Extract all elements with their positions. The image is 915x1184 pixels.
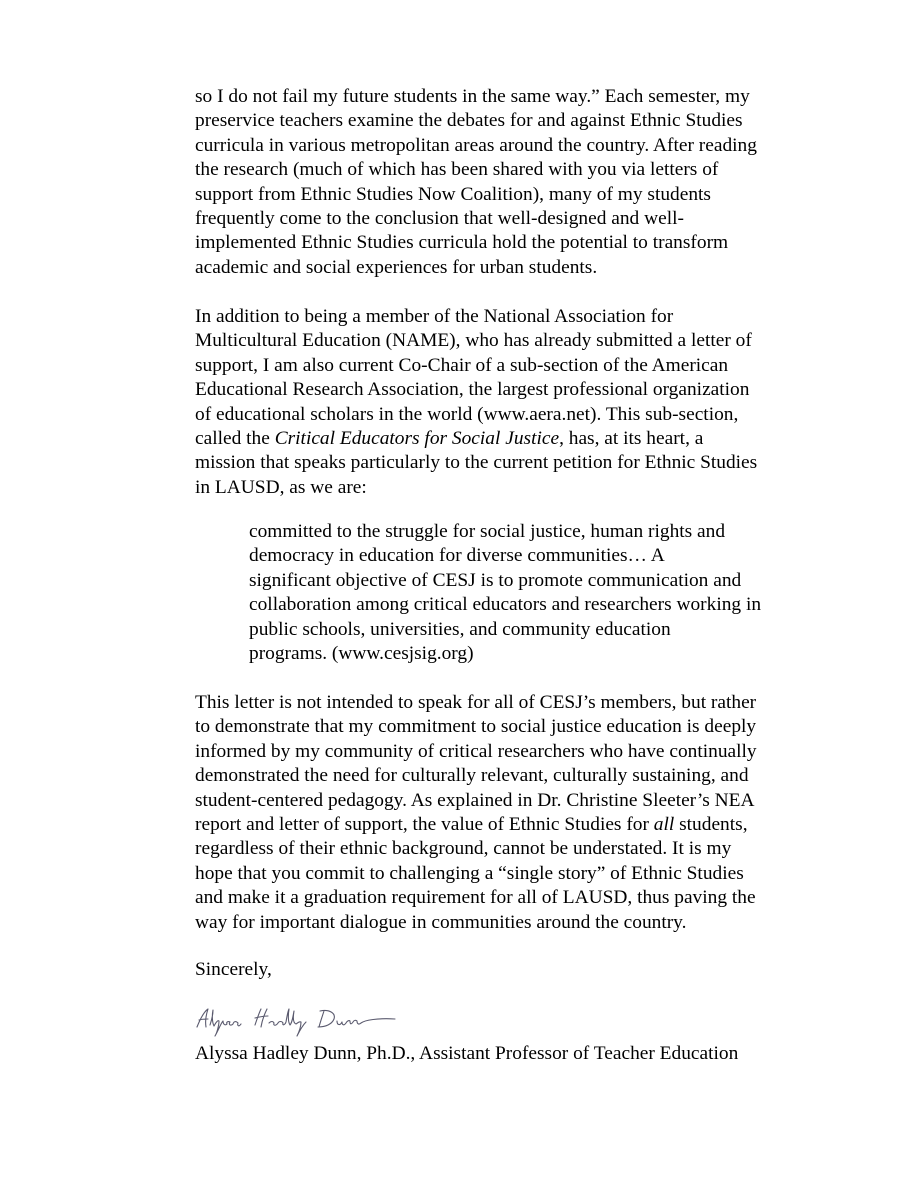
paragraph-3-line: student-centered pedagogy. As explained in Dr. Christine Sleeter’s NEA — [195, 789, 755, 811]
paragraph-3-line: to demonstrate that my commitment to social justice education is deeply — [195, 716, 757, 738]
paragraph-3-line: and make it a graduation requirement for all of LAUSD, thus paving the — [195, 887, 756, 909]
paragraph-2-line: Multicultural Education (NAME), who has already submitted a letter of — [195, 330, 752, 352]
paragraph-2-italic-line — [195, 427, 825, 451]
paragraph-3-line: demonstrated the need for culturally relevant, culturally sustaining, and — [195, 765, 749, 787]
paragraph-1-line: so I do not fail my future students in the same way.” Each semester, my — [195, 86, 750, 107]
block-quote-line: significant objective of CESJ is to promote communication and — [249, 569, 742, 591]
paragraph-1-line: support from Ethnic Studies Now Coalition), many of my students — [195, 183, 711, 205]
italic-prefix: report and letter of support, the value of Ethnic Studies for — [195, 814, 654, 836]
block-quote-line: collaboration among critical educators and researchers working in — [249, 594, 762, 616]
paragraph-3-line: regardless of their ethnic background, cannot be understated. It is my — [195, 838, 732, 860]
emphasis-all: all — [653, 814, 675, 836]
signature-name-line: Alyssa Hadley Dunn, Ph.D., Assistant Professor of Teacher Education — [195, 1043, 739, 1064]
paragraph-1-line: implemented Ethnic Studies curricula hold the potential to transform — [195, 232, 729, 254]
block-quote-line: democracy in education for diverse communities… A — [249, 545, 665, 567]
paragraph-1-line: frequently come to the conclusion that well-designed and well- — [195, 208, 684, 230]
block-quote-line: public schools, universities, and community education — [249, 618, 671, 640]
paragraph-3 — [195, 691, 825, 935]
italic-suffix: students, — [674, 814, 748, 836]
organization-name: Critical Educators for Social Justice — [274, 428, 560, 450]
block-quote-line: committed to the struggle for social justice, human rights and — [249, 521, 726, 542]
paragraph-3-line: This letter is not intended to speak for all of CESJ’s members, but rather — [195, 692, 757, 713]
paragraph-3-line: hope that you commit to challenging a “single story” of Ethnic Studies — [195, 862, 744, 884]
paragraph-2-line: of educational scholars in the world (www.aera.net). This sub-section, — [195, 403, 739, 425]
paragraph-2-line: mission that speaks particularly to the current petition for Ethnic Studies — [195, 452, 758, 474]
paragraph-2 — [195, 305, 825, 500]
paragraph-1-line: academic and social experiences for urban students. — [195, 256, 598, 278]
paragraph-2-line: in LAUSD, as we are: — [195, 476, 367, 498]
paragraph-3-line: way for important dialogue in communities around the country. — [195, 911, 687, 933]
handwritten-signature — [193, 1003, 403, 1043]
italic-suffix: , has, at its heart, a — [559, 428, 704, 450]
closing-salutation: Sincerely, — [195, 959, 272, 980]
block-quote — [249, 520, 824, 666]
paragraph-3-line: informed by my community of critical researchers who have continually — [195, 740, 757, 762]
paragraph-2-line: support, I am also current Co-Chair of a sub-section of the American — [195, 354, 729, 376]
paragraph-1-line: the research (much of which has been shared with you via letters of — [195, 159, 719, 181]
paragraph-2-line: In addition to being a member of the National Association for — [195, 306, 674, 327]
paragraph-2-line: Educational Research Association, the largest professional organization — [195, 379, 750, 401]
paragraph-1-line: preservice teachers examine the debates for and against Ethnic Studies — [195, 110, 743, 132]
paragraph-1-line: curricula in various metropolitan areas around the country. After reading — [195, 134, 757, 156]
paragraph-1 — [195, 85, 825, 280]
italic-prefix: called the — [195, 428, 275, 450]
paragraph-3-italic-line — [195, 813, 825, 837]
block-quote-line: programs. (www.cesjsig.org) — [249, 643, 474, 665]
